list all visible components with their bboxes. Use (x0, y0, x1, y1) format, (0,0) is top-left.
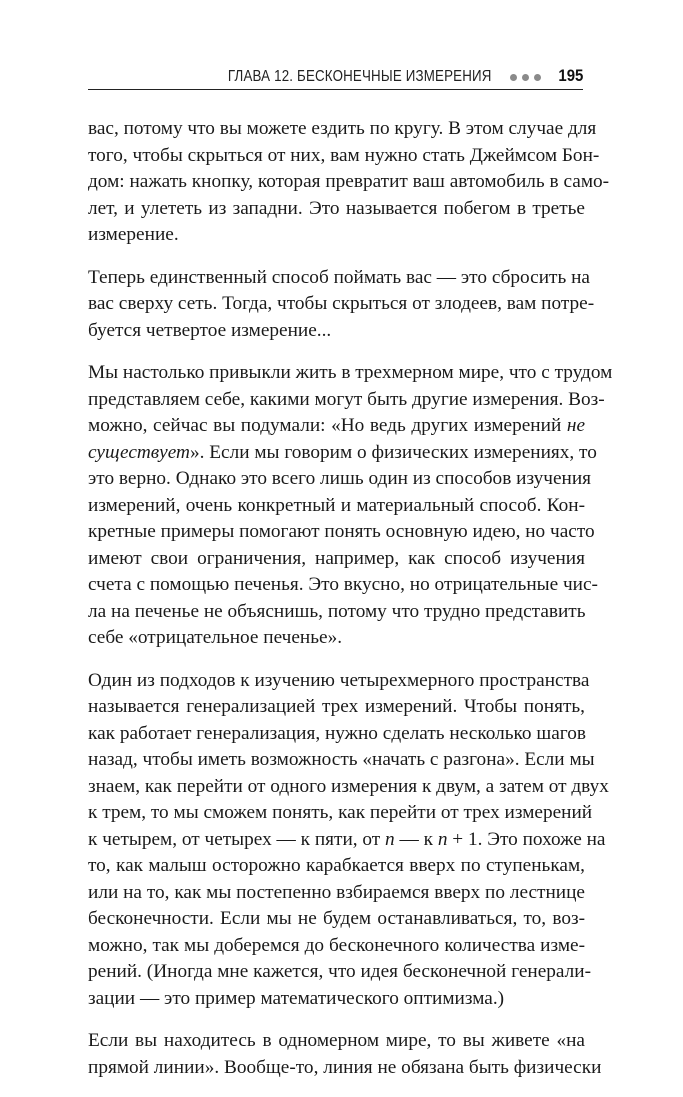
text-line: к трем, то мы сможем понять, как перейти от трех измерений (88, 802, 593, 823)
text-line: лет, и улететь из западни. Это называется побегом в третье (88, 197, 585, 219)
text-line: знаем, как перейти от одного измерения к двум, а затем от двух (88, 775, 609, 797)
dot-icon (522, 74, 529, 81)
text-line: вас сверху сеть. Тогда, чтобы скрыться от злодеев, вам потре- (88, 293, 595, 314)
dot-icon (510, 74, 517, 81)
paragraph (88, 265, 595, 345)
text-line: ла на печенье не объяснишь, потому что трудно представить (88, 600, 586, 622)
text-line: существует». Если мы говорим о физических измерениях, то (88, 441, 597, 463)
text-line: прямой линии». Вообще-то, линия не обязана быть физически (88, 1056, 602, 1078)
chapter-title: ГЛАВА 12. БЕСКОНЕЧНЫЕ ИЗМЕРЕНИЯ (227, 68, 492, 85)
text-line: то, как малыш осторожно карабкается вверх по ступенькам, (88, 855, 585, 876)
text-line: имеют свои ограничения, например, как способ изучения (88, 547, 585, 569)
text-line: Мы настолько привыкли жить в трехмерном мире, что с трудом (88, 362, 613, 383)
paragraph (88, 668, 609, 1013)
text-line: Один из подходов к изучению четырехмерного пространства (88, 669, 590, 691)
text-line: дом: нажать кнопку, которая превратит ваш автомобиль в само- (88, 171, 610, 192)
text-line: бесконечности. Если мы не будем останавливаться, то, воз- (88, 908, 585, 929)
text-line: к четырем, от четырех — к пяти, от n — к n + 1. Это похоже на (88, 828, 606, 850)
text-line: называется генерализацией трех измерений. Чтобы понять, (88, 696, 585, 717)
text-line: кретные примеры помогают понять основную идею, но часто (88, 521, 595, 542)
dot-icon (534, 74, 541, 81)
page-number: 195 (558, 66, 583, 85)
text-line: Если вы находитесь в одномерном мире, то вы живете «на (88, 1030, 585, 1051)
text-line: как работает генерализация, нужно сделать несколько шагов (88, 722, 586, 744)
text-line: измерений, очень конкретный и материальный способ. Кон- (88, 494, 585, 516)
text-line: зации — это пример математического оптимизма.) (88, 987, 505, 1009)
text-line: Теперь единственный способ поймать вас — это сбросить на (88, 266, 590, 288)
running-header (88, 62, 583, 90)
body-text (88, 116, 613, 1097)
text-line: это верно. Однако это всего лишь один из способов изучения (88, 468, 592, 489)
text-line: вас, потому что вы можете ездить по кругу. В этом случае для (88, 118, 597, 139)
paragraph (88, 360, 613, 652)
text-line: рений. (Иногда мне кажется, что идея бесконечной генерали- (88, 961, 592, 982)
text-line: можно, сейчас вы подумали: «Но ведь других измерений не (88, 415, 585, 436)
paragraph (88, 1028, 602, 1081)
paragraph (88, 116, 610, 249)
text-line: измерение. (88, 224, 179, 245)
text-line: представляем себе, какими могут быть другие измерения. Воз- (88, 388, 605, 410)
text-line: или на то, как мы постепенно взбираемся вверх по лестнице (88, 881, 585, 903)
text-line: счета с помощью печенья. Это вкусно, но отрицательные чис- (88, 574, 598, 595)
text-line: можно, так мы доберемся до бесконечного количества изме- (88, 934, 585, 956)
text-line: назад, чтобы иметь возможность «начать с разгона». Если мы (88, 749, 595, 770)
text-line: себе «отрицательное печенье». (88, 627, 343, 648)
header-dots-ornament (510, 74, 541, 81)
text-line: буется четвертое измерение... (88, 319, 332, 341)
text-line: того, чтобы скрыться от них, вам нужно стать Джеймсом Бон- (88, 144, 600, 166)
